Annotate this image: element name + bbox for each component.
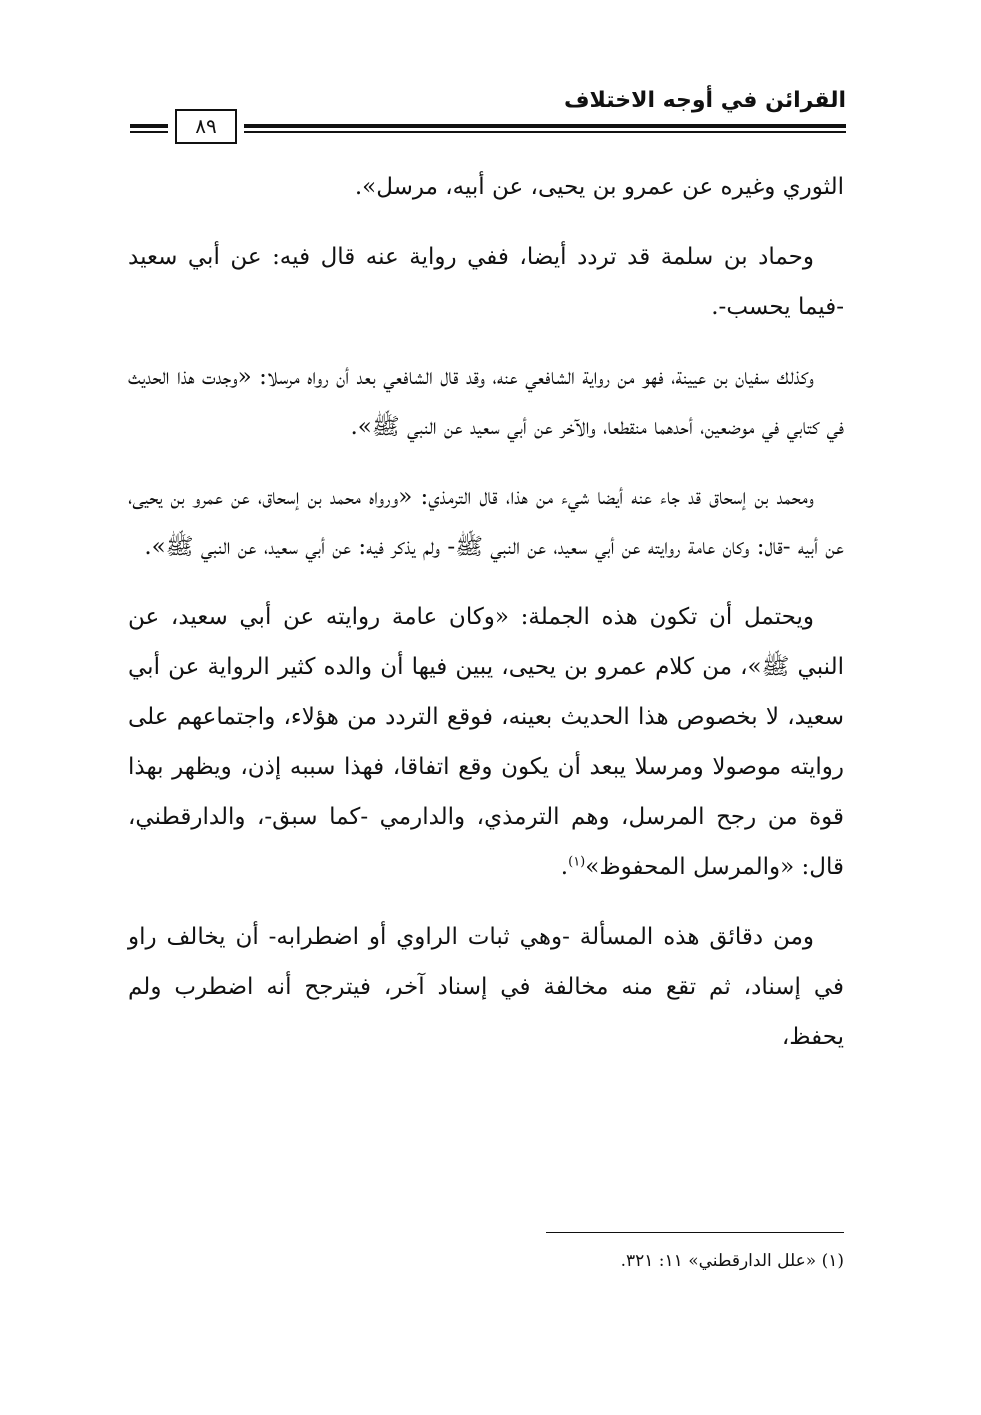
paragraph-5-text: ويحتمل أن تكون هذه الجملة: «وكان عامة روايته عن أبي سعيد، عن النبي ﷺ»، من كلام عمرو بن يحيى، يبين فيها أن والده كثير الرواية عن أبي سعيد، لا بخصوص هذا الحديث بعينه، فوقع التردد من هؤلاء، واجتماعهم على روايته موصولا ومرسلا يبعد أن يكون وقع اتفاقا، فهذا سببه إذن، ويظهر بهذا قوة من رجح المرسل، وهم الترمذي، والدارمي -كما سبق-، والدارقطني، قال: «والمرسل المحفوظ» bbox=[128, 604, 844, 880]
header-rule-thick bbox=[244, 124, 846, 128]
page-number: ٨٩ bbox=[175, 109, 237, 144]
paragraph-4: ومحمد بن إسحاق قد جاء عنه أيضا شيء من هذا، قال الترمذي: «ورواه محمد بن إسحاق، عن عمرو بن يحيى، عن أبيه -قال: وكان عامة روايته عن أبي سعيد، عن النبي ﷺ- ولم يذكر فيه: عن أبي سعيد، عن النبي ﷺ». bbox=[128, 484, 844, 560]
paragraph-5-end: . bbox=[560, 854, 569, 880]
book-title: القرائن في أوجه الاختلاف bbox=[564, 88, 846, 113]
footnote-marker: (١) bbox=[568, 854, 586, 870]
header-rule-left-thin bbox=[130, 131, 168, 133]
paragraph-5 bbox=[128, 592, 844, 892]
body-text bbox=[128, 162, 844, 1082]
footnote: (١) «علل الدارقطني» ١١: ٣٢١. bbox=[620, 1251, 844, 1271]
footnote-divider bbox=[546, 1232, 844, 1233]
page-header bbox=[130, 82, 846, 152]
paragraph-1: الثوري وغيره عن عمرو بن يحيى، عن أبيه، مرسل». bbox=[354, 174, 844, 200]
paragraph-6: ومن دقائق هذه المسألة -وهي ثبات الراوي أو اضطرابه- أن يخالف راو في إسناد، ثم تقع منه مخالفة في إسناد آخر، فيترجح أنه اضطرب ولم يحفظ، bbox=[128, 924, 844, 1050]
paragraph-2: وحماد بن سلمة قد تردد أيضا، ففي رواية عنه قال فيه: عن أبي سعيد -فيما يحسب-. bbox=[128, 244, 844, 320]
header-rule-left-thick bbox=[130, 124, 168, 128]
header-rule-thin bbox=[244, 131, 846, 133]
paragraph-3: وكذلك سفيان بن عيينة، فهو من رواية الشافعي عنه، وقد قال الشافعي بعد أن رواه مرسلا: «وجدت هذا الحديث في كتابي في موضعين، أحدهما منقطعا، والآخر عن أبي سعيد عن النبي ﷺ». bbox=[128, 364, 844, 440]
